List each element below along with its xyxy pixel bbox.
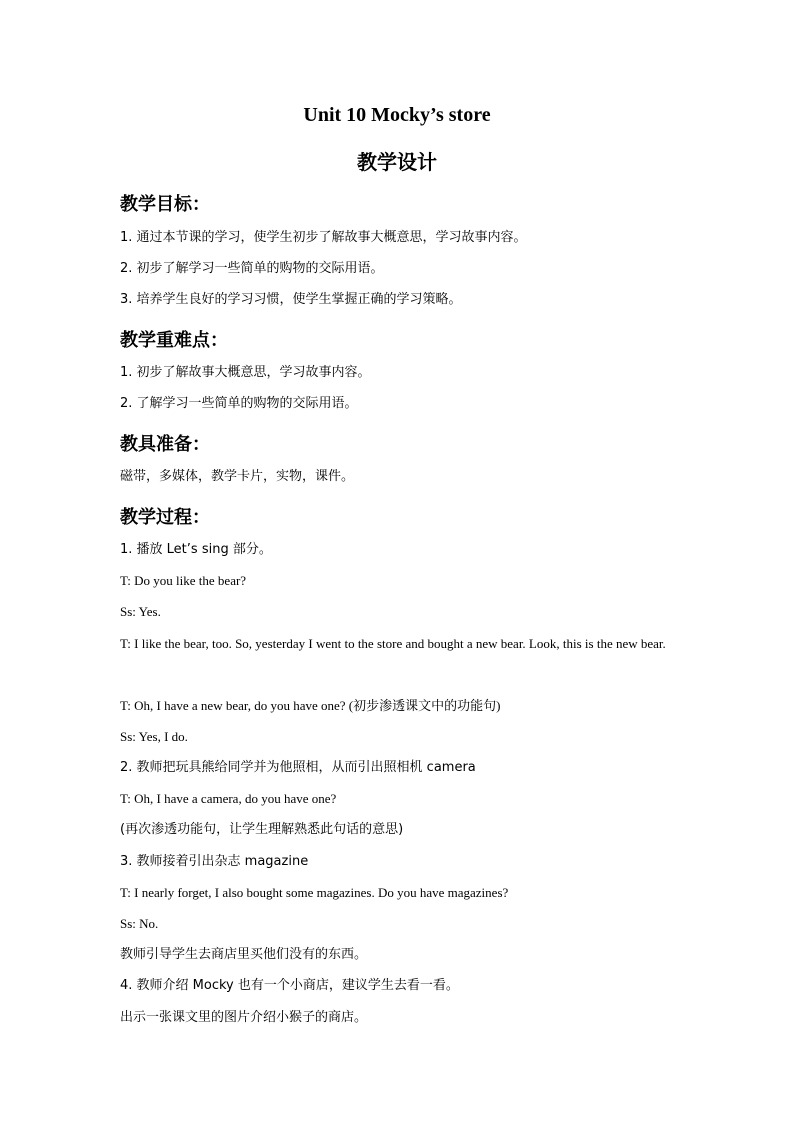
process-line: T: Oh, I have a new bear, do you have one? (初步渗透课文中的功能句) [120, 698, 501, 713]
process-heading: 教学过程： [120, 507, 210, 528]
process-line: T: Oh, I have a camera, do you have one? [120, 791, 337, 806]
process-line: Ss: Yes. [120, 604, 161, 619]
process-line: T: Do you like the bear? [120, 573, 247, 588]
key-point-item: 2. 了解学习一些简单的购物的交际用语。 [120, 396, 358, 411]
key-point-item: 1. 初步了解故事大概意思，学习故事内容。 [120, 365, 371, 380]
process-line: 4. 教师介绍 Mocky 也有一个小商店，建议学生去看一看。 [120, 978, 459, 993]
process-line: T: I nearly forget, I also bought some magazines. Do you have magazines? [120, 885, 509, 900]
process-line: 出示一张课文里的图片介绍小猴子的商店。 [120, 1010, 368, 1025]
process-line: (再次渗透功能句，让学生理解熟悉此句话的意思) [120, 822, 404, 837]
key-points-heading: 教学重难点： [120, 330, 228, 351]
process-line: Ss: Yes, I do. [120, 729, 188, 744]
document-title: Unit 10 Mocky’s store [303, 104, 491, 126]
objectives-heading: 教学目标： [120, 194, 210, 215]
materials-text: 磁带，多媒体，教学卡片，实物，课件。 [120, 469, 355, 484]
process-line: 教师引导学生去商店里买他们没有的东西。 [120, 947, 368, 962]
process-line: 3. 教师接着引出杂志 magazine [120, 854, 309, 869]
objective-item: 1. 通过本节课的学习，使学生初步了解故事大概意思，学习故事内容。 [120, 230, 527, 245]
process-line: 2. 教师把玩具熊给同学并为他照相，从而引出照相机 camera [120, 760, 476, 775]
materials-heading: 教具准备： [120, 434, 210, 455]
process-line: 1. 播放 Let’s sing 部分。 [120, 542, 272, 557]
objective-item: 3. 培养学生良好的学习习惯，使学生掌握正确的学习策略。 [120, 292, 462, 307]
document-subtitle: 教学设计 [357, 152, 437, 174]
objective-item: 2. 初步了解学习一些简单的购物的交际用语。 [120, 261, 384, 276]
process-line: T: I like the bear, too. So, yesterday I went to the store and bought a new bear. Look, this is the new bear. [120, 636, 666, 651]
process-line: Ss: No. [120, 916, 159, 931]
